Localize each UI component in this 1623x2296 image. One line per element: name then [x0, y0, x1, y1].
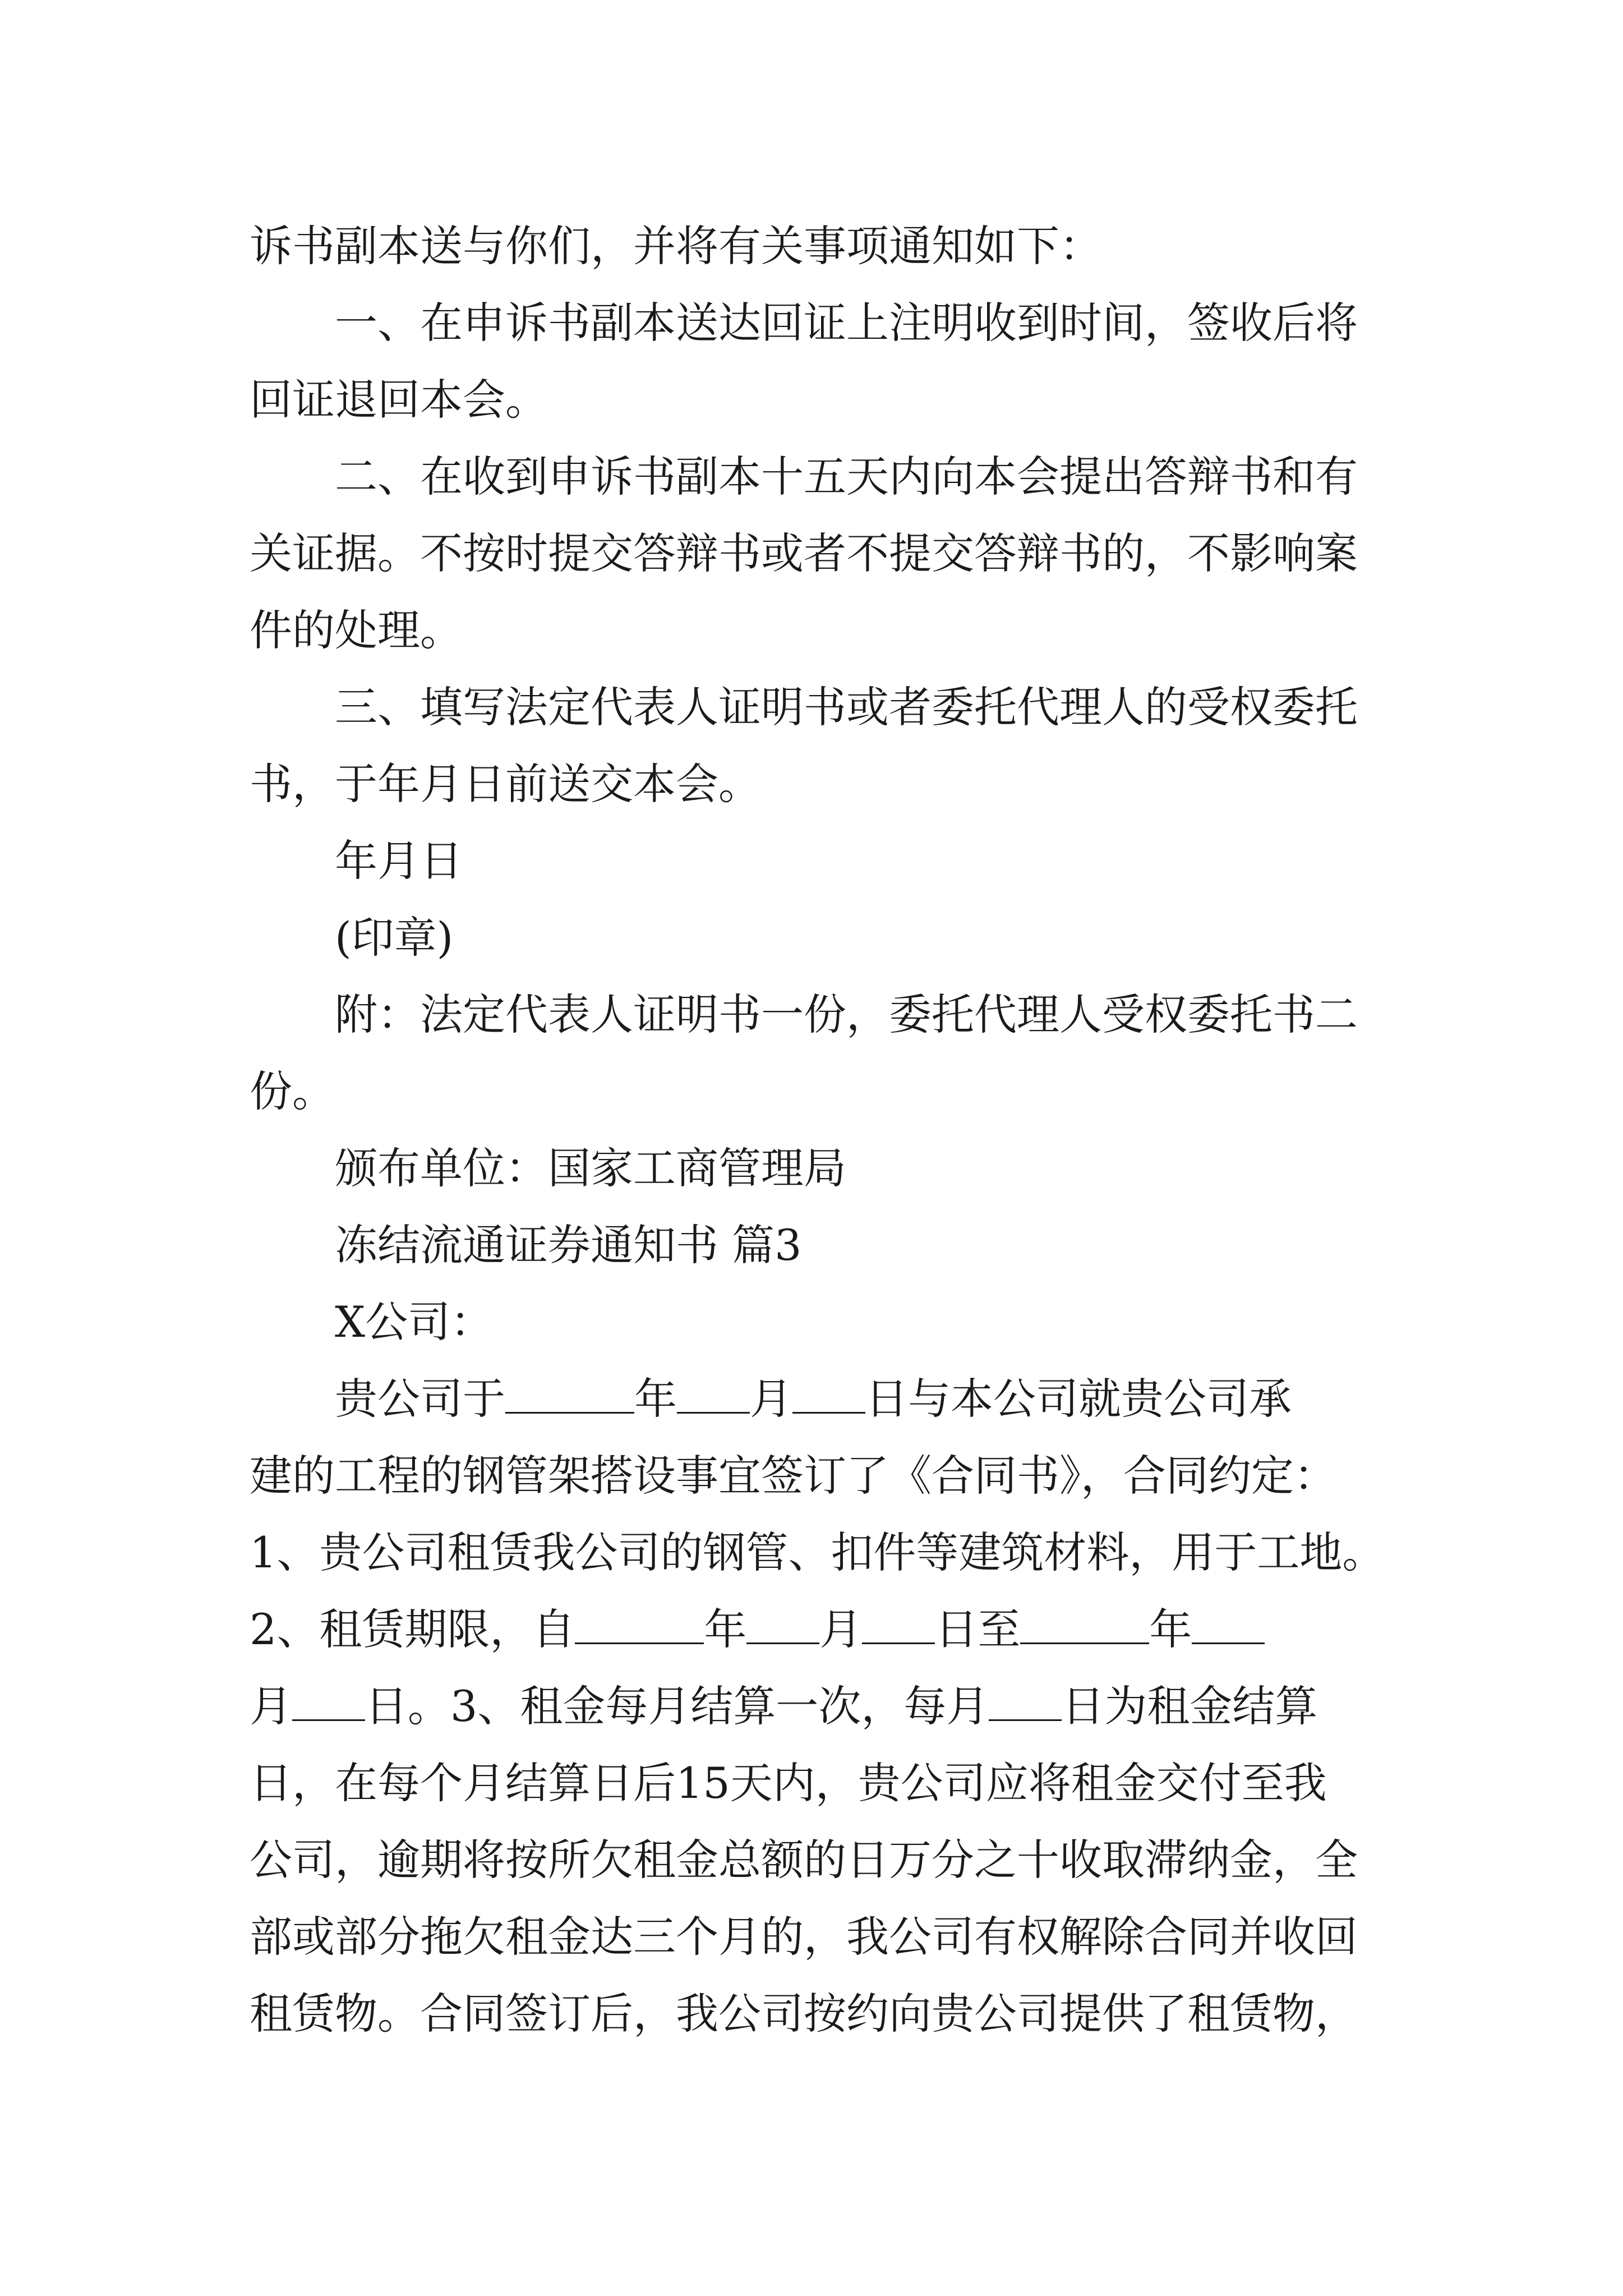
attachment-line: 附：法定代表人证明书一份，委托代理人受权委托书二 — [335, 990, 1358, 1039]
blank-field — [677, 1369, 750, 1414]
seal-line: (印章) — [335, 913, 454, 963]
text-line: 公司，逾期将按所欠租金总额的日万分之十收取滞纳金，全 — [250, 1835, 1358, 1885]
blank-field — [1192, 1600, 1265, 1644]
text-line: 份。 — [250, 1066, 335, 1116]
blank-field — [792, 1369, 865, 1414]
blank-field — [575, 1600, 704, 1644]
text-line: 二、在收到申诉书副本十五天内向本会提出答辩书和有 — [335, 452, 1358, 501]
text-line: 关证据。不按时提交答辩书或者不提交答辩书的，不影响案 — [250, 528, 1358, 578]
document-body — [250, 208, 1405, 2052]
blank-field — [989, 1677, 1062, 1721]
text-segment: 月 — [250, 1681, 292, 1731]
date-line: 年月日 — [335, 836, 463, 886]
text-segment: 年 — [1149, 1604, 1192, 1654]
blank-field — [292, 1677, 365, 1721]
blank-field — [505, 1369, 634, 1414]
text-line: 回证退回本会。 — [250, 375, 548, 425]
text-line: 三、填写法定代表人证明书或者委托代理人的受权委托 — [335, 682, 1358, 732]
text-line — [250, 1591, 1405, 1668]
text-line — [250, 1360, 1405, 1437]
text-segment: 日至 — [935, 1604, 1021, 1654]
text-line: 租赁物。合同签订后，我公司按约向贵公司提供了租赁物， — [250, 1989, 1358, 2039]
blank-field — [862, 1600, 935, 1644]
addressee-line: X公司： — [335, 1297, 494, 1347]
text-segment: 日与本公司就贵公司承 — [865, 1374, 1292, 1424]
text-line: 日，在每个月结算日后15天内，贵公司应将租金交付至我 — [250, 1758, 1327, 1808]
text-segment: 贵公司于 — [335, 1374, 505, 1424]
text-segment: 2、租赁期限，自 — [250, 1604, 575, 1654]
text-line: 建的工程的钢管架搭设事宜签订了《合同书》，合同约定： — [250, 1451, 1336, 1501]
text-segment: 日。3、租金每月结算一次，每月 — [365, 1681, 989, 1731]
blank-field — [746, 1600, 819, 1644]
text-line: 件的处理。 — [250, 605, 463, 655]
blank-field — [1020, 1600, 1149, 1644]
issuer-line: 颁布单位：国家工商管理局 — [335, 1143, 846, 1193]
text-segment: 月 — [819, 1604, 863, 1654]
text-segment: 日为租金结算 — [1062, 1681, 1318, 1731]
text-segment: 年 — [704, 1604, 747, 1654]
text-line: 1、贵公司租赁我公司的钢管、扣件等建筑材料，用于工地。 — [250, 1527, 1385, 1577]
text-line — [250, 1668, 1405, 1745]
text-line: 书，于年月日前送交本会。 — [250, 759, 761, 809]
text-segment: 月 — [750, 1374, 792, 1424]
text-line: 诉书副本送与你们，并将有关事项通知如下： — [250, 221, 1102, 271]
text-line: 一、在申诉书副本送达回证上注明收到时间，签收后将 — [335, 298, 1358, 348]
section-title: 冻结流通证券通知书 篇3 — [335, 1220, 802, 1270]
text-line: 部或部分拖欠租金达三个月的，我公司有权解除合同并收回 — [250, 1912, 1358, 1962]
text-segment: 年 — [634, 1374, 677, 1424]
